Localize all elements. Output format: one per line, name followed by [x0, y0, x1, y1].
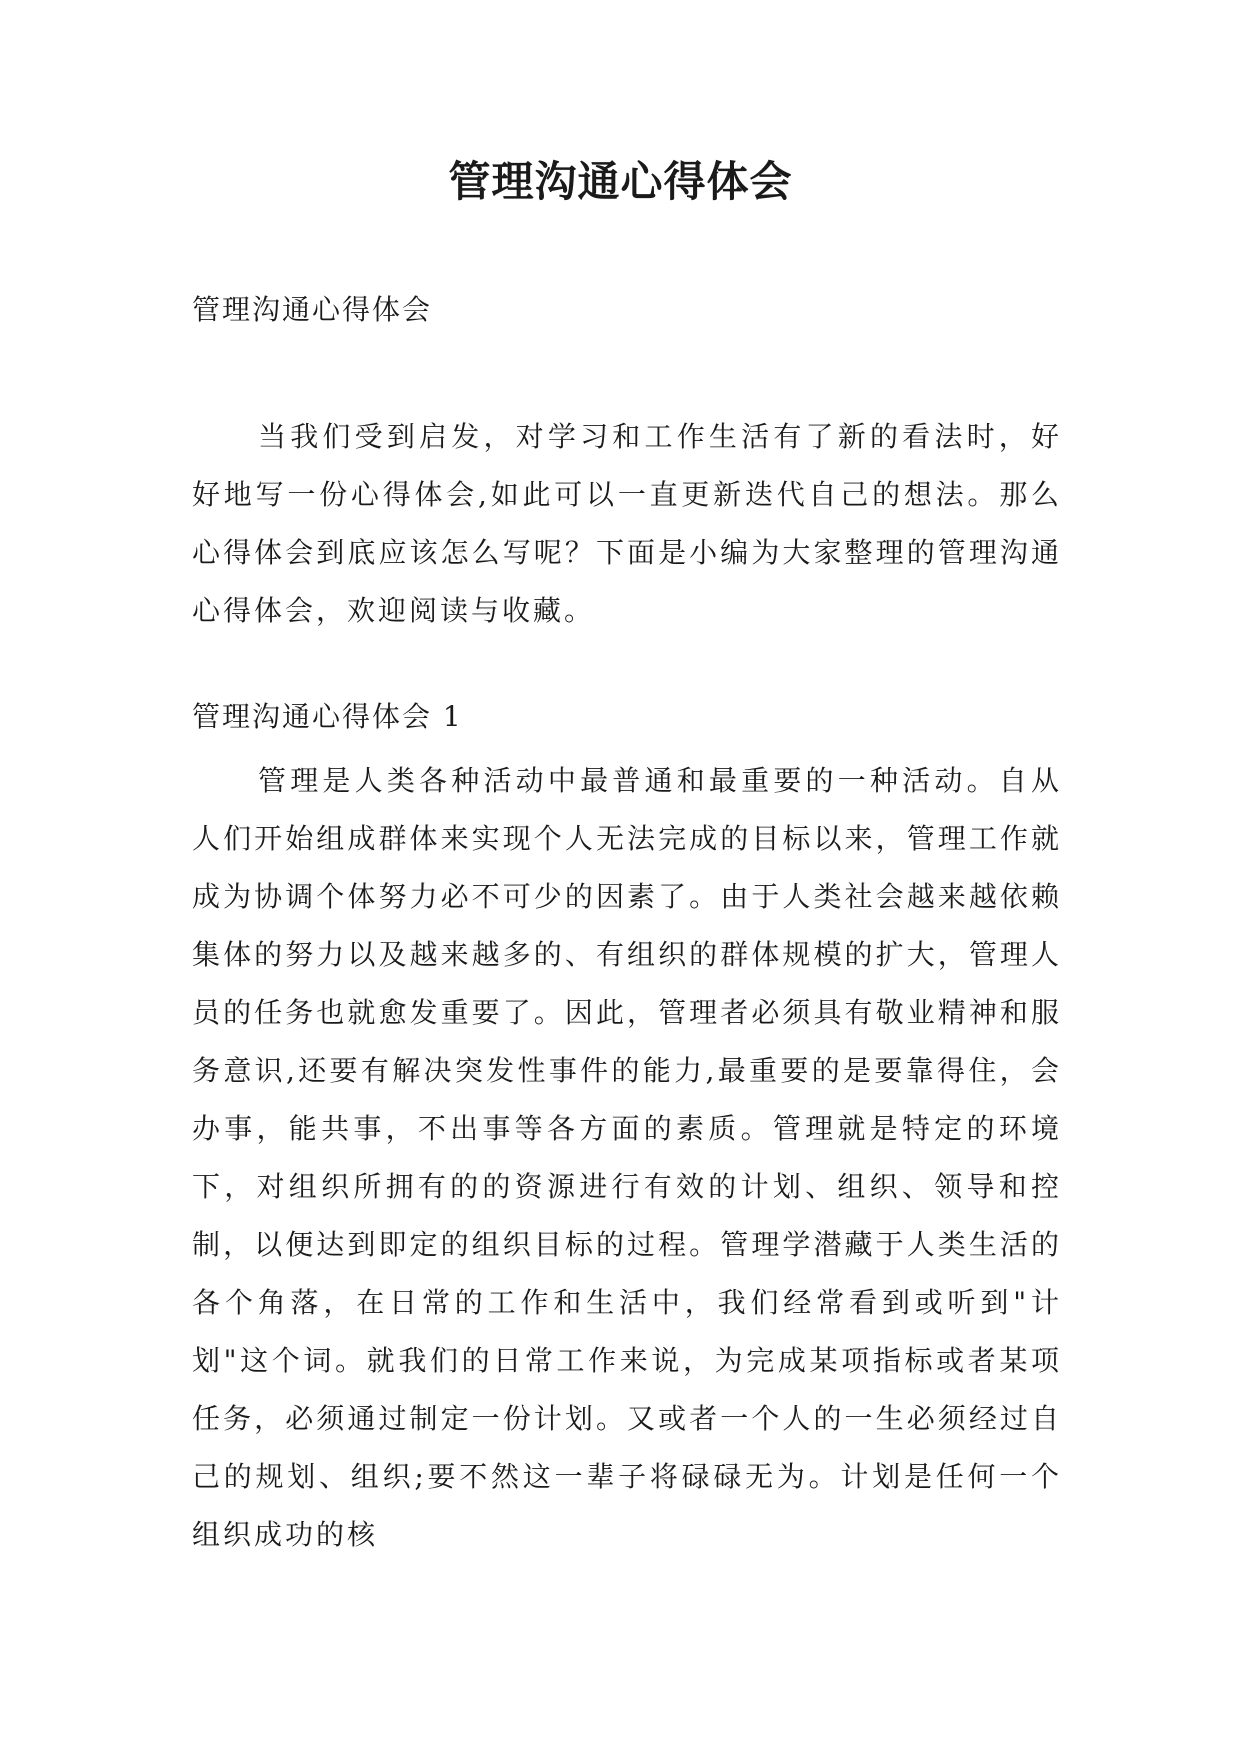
document-subtitle: 管理沟通心得体会 — [192, 293, 433, 326]
intro-paragraph: 当我们受到启发，对学习和工作生活有了新的看法时，好好地写一份心得体会,如此可以一直更新迭代自己的想法。那么心得体会到底应该怎么写呢？下面是小编为大家整理的管理沟通心得体会，欢迎阅读与收藏。 — [192, 420, 1062, 627]
document-title: 管理沟通心得体会 — [448, 157, 793, 206]
section-heading: 管理沟通心得体会 1 — [192, 700, 463, 733]
section-body-paragraph: 管理是人类各种活动中最普通和最重要的一种活动。自从人们开始组成群体来实现个人无法完成的目标以来，管理工作就成为协调个体努力必不可少的因素了。由于人类社会越来越依赖集体的努力以及越来越多的、有组织的群体规模的扩大，管理人员的任务也就愈发重要了。因此，管理者必须具有敬业精神和服务意识,还要有解决突发性事件的能力,最重要的是要靠得住，会办事，能共事，不出事等各方面的素质。管理就是特定的环境下，对组织所拥有的的资源进行有效的计划、组织、领导和控制，以便达到即定的组织目标的过程。管理学潜藏于人类生活的各个角落，在日常的工作和生活中，我们经常看到或听到"计划"这个词。就我们的日常工作来说，为完成某项指标或者某项任务，必须通过制定一份计划。又或者一个人的一生必须经过自己的规划、组织;要不然这一辈子将碌碌无为。计划是任何一个组织成功的核 — [192, 764, 1062, 1551]
